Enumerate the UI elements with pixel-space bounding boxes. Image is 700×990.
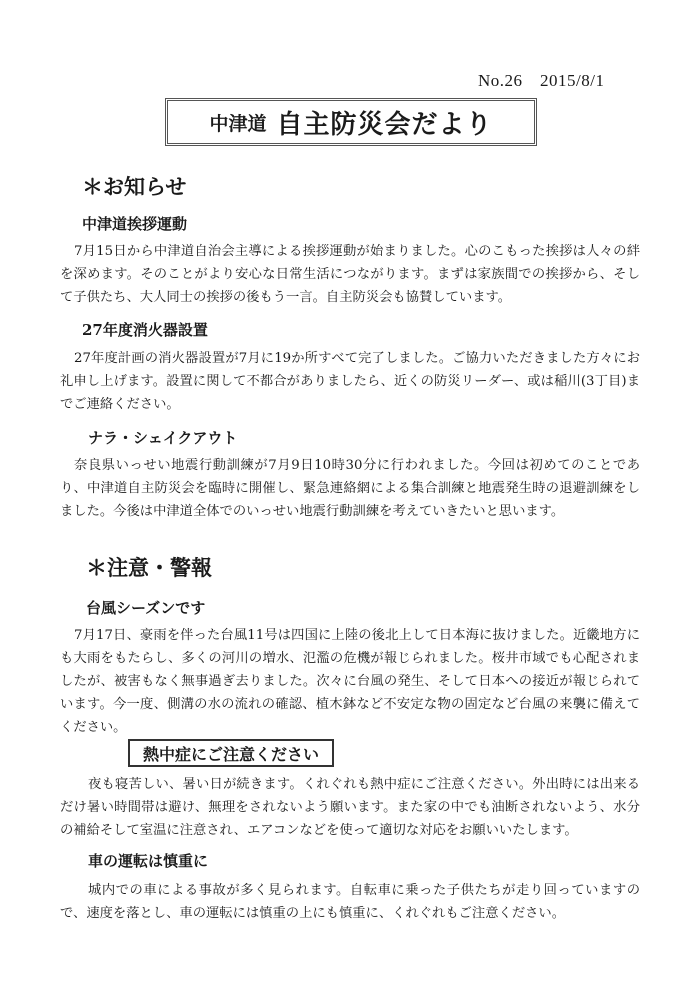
item-body-heatstroke: 夜も寝苦しい、暑い日が続きます。くれぐれも熱中症にご注意ください。外出時には出来るだけ暑い時間帯は避け、無理をされないよう願います。また家の中でも油断されないよう、水分の補給そして室温に注意され、エアコンなどを使って適切な対応をお願いいたします。 [60,777,640,838]
item-title-driving: 車の運転は慎重に [88,852,209,870]
section-heading-warning: ＊注意・警報 [86,555,212,580]
title-area-name: 中津道 [209,112,267,135]
item-title-shakeout: ナラ・シェイクアウト [88,429,238,447]
newsletter-title [165,98,537,146]
issue-number-date: No.26 2015/8/1 [478,71,605,90]
item-body-extinguisher: 27年度計画の消火器設置が7月に19か所すべて完了しました。ご協力いただきました方々にお礼申し上げます。設置に関して不都合がありましたら、近くの防災リーダー、或は稲川(3丁目)までご連絡ください。 [60,351,640,412]
item-body-shakeout: 奈良県いっせい地震行動訓練が7月9日10時30分に行われました。今回は初めてのことであり、中津道自主防災会を臨時に開催し、緊急連絡網による集合訓練と地震発生時の退避訓練をしました。今後は中津道全体でのいっせい地震行動訓練を考えていきたいと思います。 [60,458,640,519]
title-main: 自主防災会だより [276,109,493,140]
item-body-greeting: 7月15日から中津道自治会主導による挨拶運動が始まりました。心のこもった挨拶は人々の絆を深めます。そのことがより安心な日常生活につながります。まずは家族間での挨拶から、そして子供たち、大人同士の挨拶の後もう一言。自主防災会も協賛しています。 [60,244,640,305]
item-title-extinguisher: 27年度消火器設置 [82,321,208,339]
item-body-typhoon: 7月17日、豪雨を伴った台風11号は四国に上陸の後北上して日本海に抜けました。近畿地方にも大雨をもたらし、多くの河川の増水、氾濫の危機が報じられました。桜井市域でも心配されましたが、被害もなく無事過ぎ去りました。次々に台風の発生、そして日本への接近が報じられています。今一度、側溝の水の流れの確認、植木鉢など不安定な物の固定など台風の来襲に備えてください。 [60,628,640,735]
item-title-typhoon: 台風シーズンです [86,599,206,617]
item-title-heatstroke: 熱中症にご注意ください [128,739,334,767]
item-title-greeting: 中津道挨拶運動 [82,215,188,233]
section-heading-notice: ＊お知らせ [82,174,187,199]
item-body-driving: 城内での車による事故が多く見られます。自転車に乗った子供たちが走り回っていますので、速度を落とし、車の運転には慎重の上にも慎重に、くれぐれもご注意ください。 [60,883,640,921]
